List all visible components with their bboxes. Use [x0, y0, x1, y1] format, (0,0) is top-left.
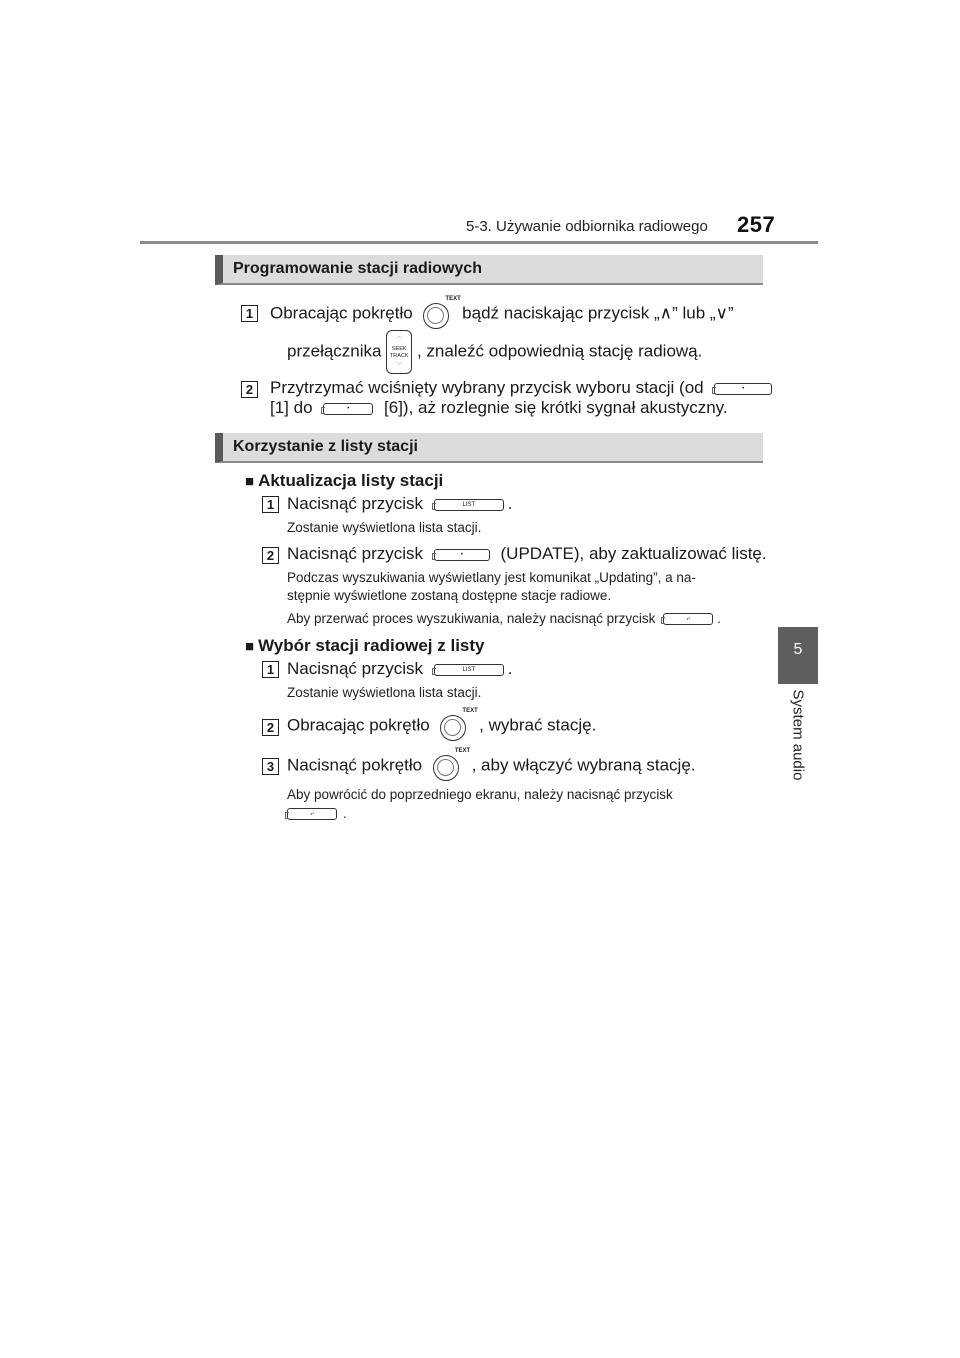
step-number: 2 — [241, 381, 258, 398]
step-number: 3 — [262, 758, 279, 775]
step-text — [270, 298, 734, 330]
step-text — [287, 710, 596, 742]
text-knob-icon: TEXT — [434, 710, 474, 742]
text-fragment: Nacisnąć przycisk — [287, 659, 424, 678]
step-note — [287, 611, 721, 626]
step-text — [287, 544, 767, 564]
step-number: 2 — [262, 719, 279, 736]
square-bullet-icon: ■ — [245, 638, 255, 655]
preset-button-icon: • — [714, 383, 772, 395]
preset-button-icon: • — [323, 403, 373, 415]
text-fragment: Obracając pokrętło — [287, 715, 430, 735]
step-note: Zostanie wyświetlona lista stacji. — [287, 520, 482, 535]
text-fragment: , znaleźć odpowiednią stację radiową. — [416, 341, 703, 361]
chevron-down-icon: ∨ — [715, 303, 728, 323]
section-title-korzystanie: Korzystanie z listy stacji — [215, 433, 763, 463]
list-button-icon: LIST — [434, 499, 504, 511]
subsection-title-wybor — [245, 636, 484, 656]
step-text — [270, 378, 772, 398]
text-fragment: przełącznika — [287, 341, 382, 361]
step-number: 1 — [262, 496, 279, 513]
square-bullet-icon: ■ — [245, 473, 255, 490]
text-fragment: Przytrzymać wciśnięty wybrany przycisk wyboru stacji (od — [270, 378, 704, 397]
text-fragment: bądź naciskając przycisk „ — [462, 303, 660, 323]
running-header-section: 5-3. Używanie odbiornika radiowego — [466, 218, 708, 235]
text-fragment: Nacisnąć przycisk — [287, 494, 424, 513]
list-button-icon: LIST — [434, 664, 504, 676]
back-button-icon: ⤶ — [287, 808, 337, 820]
chevron-up-icon: ∧ — [659, 303, 673, 323]
step-number: 1 — [262, 661, 279, 678]
subsection-title-aktualizacja — [245, 471, 443, 491]
text-fragment: ” lub „ — [672, 303, 716, 323]
text-knob-icon: TEXT — [427, 750, 467, 782]
text-fragment: ” — [728, 303, 734, 323]
text-fragment: , wybrać stację. — [479, 715, 597, 735]
section-title-programowanie: Programowanie stacji radiowych — [215, 255, 763, 285]
text-fragment: Nacisnąć pokrętło — [287, 755, 423, 775]
text-fragment: Obracając pokrętło — [270, 303, 413, 323]
text-fragment: . — [717, 611, 721, 626]
step-text-continued — [287, 330, 702, 374]
step-note: Zostanie wyświetlona lista stacji. — [287, 685, 482, 700]
text-fragment: , aby włączyć wybraną stację. — [471, 755, 696, 775]
update-button-icon: • — [434, 549, 490, 561]
chapter-number: 5 — [793, 641, 803, 658]
page-number: 257 — [737, 212, 776, 237]
step-text-continued — [270, 398, 728, 418]
text-fragment: Aby przerwać proces wyszukiwania, należy nacisnąć przycisk — [287, 611, 656, 626]
seek-track-switch-icon: ︿ SEEK TRACK ﹀ — [386, 330, 412, 374]
text-fragment: [6]), aż rozlegnie się krótki sygnał akustyczny. — [384, 398, 728, 417]
text-fragment: Nacisnąć przycisk — [287, 544, 424, 563]
text-knob-icon: TEXT — [417, 298, 457, 330]
text-fragment: Aktualizacja listy stacji — [258, 471, 444, 490]
text-fragment: [1] do — [270, 398, 313, 417]
back-button-icon: ⤶ — [663, 613, 713, 625]
step-note: Podczas wyszukiwania wyświetlany jest komunikat „Updating”, a na- — [287, 570, 696, 585]
text-fragment: Wybór stacji radiowej z listy — [258, 636, 485, 655]
step-text — [287, 494, 513, 514]
header-rule — [140, 241, 818, 244]
step-number: 2 — [262, 547, 279, 564]
text-fragment: . — [343, 806, 347, 821]
step-text — [287, 750, 696, 782]
text-fragment: (UPDATE), aby zaktualizować listę. — [500, 544, 767, 563]
step-note: Aby powrócić do poprzedniego ekranu, należy nacisnąć przycisk — [287, 787, 673, 802]
step-note — [287, 806, 347, 821]
step-text — [287, 659, 513, 679]
text-fragment: . — [507, 659, 513, 678]
text-fragment: . — [507, 494, 513, 513]
chapter-label: System audio — [789, 689, 807, 781]
step-note: stępnie wyświetlone zostaną dostępne stacje radiowe. — [287, 588, 612, 603]
step-number: 1 — [241, 305, 258, 322]
